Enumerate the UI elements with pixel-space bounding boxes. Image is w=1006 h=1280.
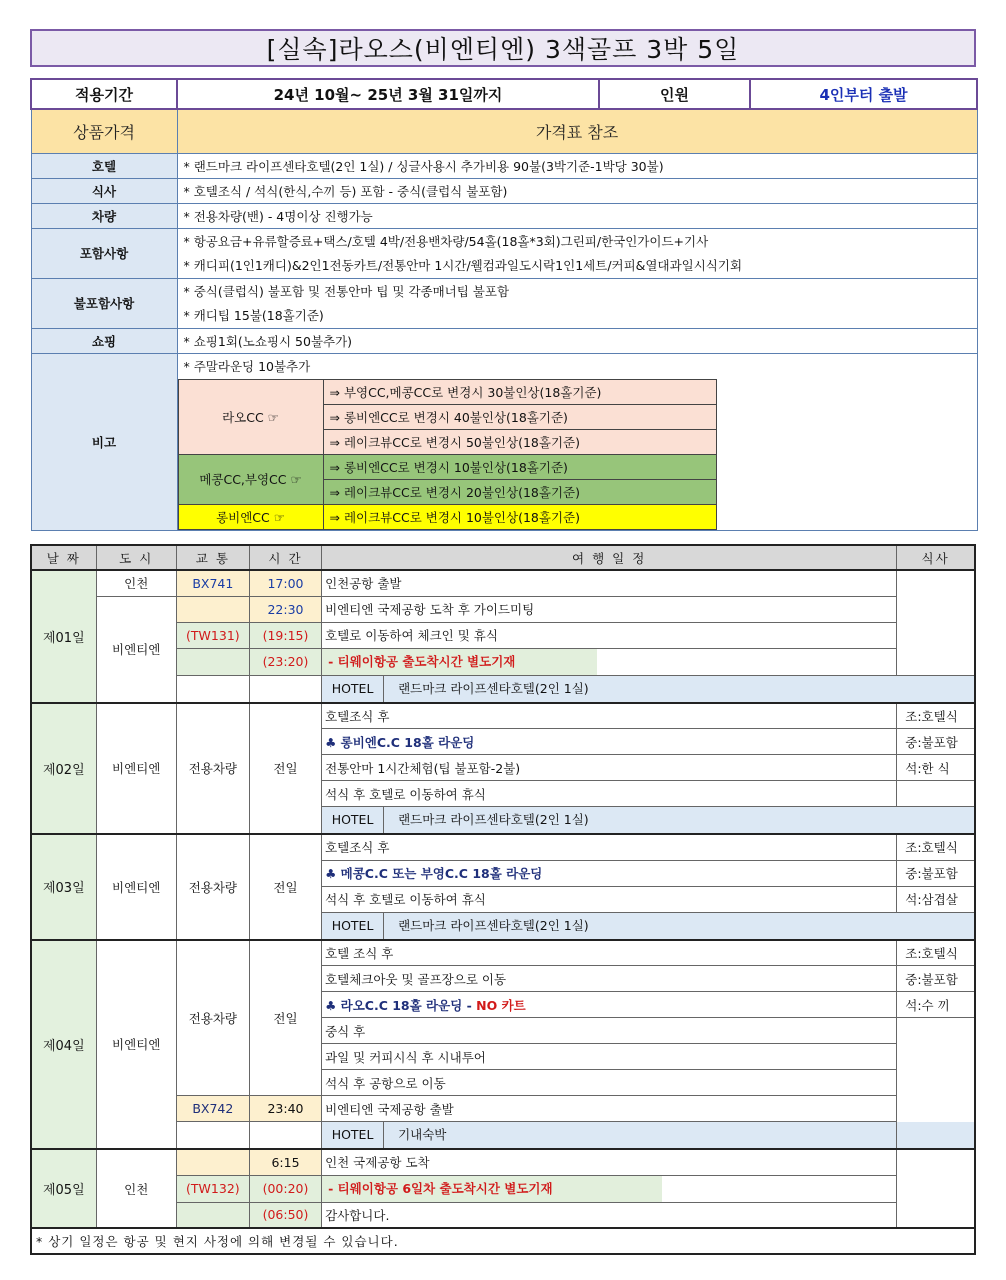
day2-transport: 전용차량 <box>176 703 249 835</box>
day1-meal <box>897 570 975 675</box>
day5-time-1: 6:15 <box>249 1149 321 1175</box>
day1-sched-3: 호텔로 이동하여 체크인 및 휴식 <box>322 622 897 648</box>
lao-cc-option-1: ⇒ 부영CC,메콩CC로 변경시 30불인상(18홀기준) <box>323 379 716 404</box>
day2-sched-golf: ♣ 롱비엔C.C 18홀 라운딩 <box>322 729 897 755</box>
day2-sched-4: 석식 후 호텔로 이동하여 휴식 <box>322 781 897 807</box>
day2-meal-empty <box>897 781 975 807</box>
itinerary-notice: * 상기 일정은 항공 및 현지 사정에 의해 변경될 수 있습니다. <box>31 1228 975 1254</box>
day4-sched-5: 과일 및 커피시식 후 시내투어 <box>322 1044 897 1070</box>
day4-trans-8 <box>176 1122 249 1150</box>
hotel-value: * 랜드마크 라이프센타호텔(2인 1실) / 싱글사용시 추가비용 90불(3박기준-1박당 30불) <box>177 153 977 178</box>
day3-hotel-label: HOTEL <box>322 913 384 939</box>
day1-trans-2 <box>176 596 249 622</box>
day4-meal-breakfast: 조:호텔식 <box>897 940 975 966</box>
included-line-2: * 캐디피(1인1캐디)&2인1전동카트/전통안마 1시간/웰컴과일도시락1인1세트/커피&열대과일시식기회 <box>177 253 977 278</box>
day3-hotel: 랜드마크 라이프센타호텔(2인 1실) <box>398 917 589 933</box>
day5-time-2: (00:20) <box>249 1175 321 1202</box>
meal-value: * 호텔조식 / 석식(한식,수끼 등) 포함 - 중식(클럽식 불포함) <box>177 178 977 203</box>
day3-sched-1: 호텔조식 후 <box>322 834 897 860</box>
day1-time-2: 22:30 <box>249 596 321 622</box>
day5-sched-1: 인천 국제공항 도착 <box>322 1149 897 1175</box>
day1-hotel: 랜드마크 라이프센타호텔(2인 1실) <box>398 680 589 696</box>
day2-sched-3: 전통안마 1시간체험(팁 불포함-2불) <box>322 755 897 781</box>
day3-transport: 전용차량 <box>176 834 249 940</box>
day5-flight-tw132: (TW132) <box>176 1175 249 1202</box>
day4-hotel-label: HOTEL <box>322 1122 384 1148</box>
day1-label: 제01일 <box>31 570 96 703</box>
longvien-cc-option-1: ⇒ 레이크뷰CC로 변경시 10불인상(18홀기준) <box>323 504 716 529</box>
day4-hotel: 기내숙박 <box>398 1127 447 1142</box>
day3-sched-3: 석식 후 호텔로 이동하여 휴식 <box>322 886 897 912</box>
day3-city: 비엔티엔 <box>96 834 176 940</box>
day5-time-3: (06:50) <box>249 1202 321 1228</box>
period-label: 적용기간 <box>31 79 177 109</box>
day1-time-3: (19:15) <box>249 622 321 648</box>
day5-trans-3 <box>176 1202 249 1228</box>
included-label: 포함사항 <box>31 228 177 278</box>
day1-trans-5 <box>176 675 249 703</box>
day4-time-8 <box>249 1122 321 1150</box>
day4-no-cart: NO 카트 <box>476 997 526 1013</box>
day1-flight-bx741: BX741 <box>176 570 249 596</box>
day4-city: 비엔티엔 <box>96 940 176 1150</box>
lao-cc-option-2: ⇒ 롱비엔CC로 변경시 40불인상(18홀기준) <box>323 404 716 429</box>
people-label: 인원 <box>599 79 750 109</box>
day4-transport: 전용차량 <box>176 940 249 1096</box>
header-schedule: 여 행 일 정 <box>322 545 897 570</box>
day2-label: 제02일 <box>31 703 96 835</box>
day4-sched-6: 석식 후 공항으로 이동 <box>322 1070 897 1096</box>
day3-meal-breakfast: 조:호텔식 <box>897 834 975 860</box>
day1-city-vientiane: 비엔티엔 <box>96 596 176 703</box>
day1-sched-2: 비엔티엔 국제공항 도착 후 가이드미팅 <box>322 596 897 622</box>
day4-flight-bx742: BX742 <box>176 1096 249 1122</box>
day3-sched-golf: ♣ 메콩C.C 또는 부영C.C 18홀 라운딩 <box>322 860 897 886</box>
day2-meal-lunch: 중:불포함 <box>897 729 975 755</box>
day2-sched-1: 호텔조식 후 <box>322 703 897 729</box>
day4-meal-lunch: 중:불포함 <box>897 966 975 992</box>
day5-city: 인천 <box>96 1149 176 1228</box>
meal-label: 식사 <box>31 178 177 203</box>
header-transport: 교 통 <box>176 545 249 570</box>
day5-sched-3: 감사합니다. <box>322 1202 897 1228</box>
day4-sched-7: 비엔티엔 국제공항 출발 <box>322 1096 897 1122</box>
remarks-weekend: * 주말라운딩 10불추가 <box>183 358 311 374</box>
day1-hotel-label: HOTEL <box>322 676 384 702</box>
day1-flight-tw131: (TW131) <box>176 622 249 648</box>
remarks-course-table <box>178 379 717 530</box>
day4-sched-4: 중식 후 <box>322 1018 897 1044</box>
day4-time: 전일 <box>249 940 321 1096</box>
day1-sched-4: - 티웨이항공 출도착시간 별도기재 <box>322 649 597 675</box>
shopping-value: * 쇼핑1회(노쇼핑시 50불추가) <box>177 328 977 353</box>
header-date: 날 짜 <box>31 545 96 570</box>
day4-meal-dinner: 석:수 끼 <box>897 992 975 1018</box>
people-value: 4인부터 출발 <box>750 79 977 109</box>
product-info-table <box>30 78 978 531</box>
mekong-cc-label: 메콩CC,부영CC ☞ <box>178 454 323 504</box>
day2-hotel-label: HOTEL <box>322 807 384 833</box>
vehicle-label: 차량 <box>31 203 177 228</box>
price-label: 상품가격 <box>31 109 177 153</box>
vehicle-value: * 전용차량(밴) - 4명이상 진행가능 <box>177 203 977 228</box>
day3-time: 전일 <box>249 834 321 940</box>
day5-meal <box>897 1149 975 1228</box>
included-line-1: * 항공요금+유류할증료+택스/호텔 4박/전용밴차량/54홀(18홀*3회)그린피/한국인가이드+기사 <box>177 228 977 253</box>
day4-flight-time: 23:40 <box>249 1096 321 1122</box>
day2-city: 비엔티엔 <box>96 703 176 835</box>
period-value: 24년 10월~ 25년 3월 31일까지 <box>177 79 599 109</box>
day4-sched-1: 호텔 조식 후 <box>322 940 897 966</box>
mekong-cc-option-2: ⇒ 레이크뷰CC로 변경시 20불인상(18홀기준) <box>323 479 716 504</box>
day3-meal-dinner: 석:삼겹살 <box>897 886 975 912</box>
remarks-label: 비고 <box>31 353 177 530</box>
day4-sched-2: 호텔체크아웃 및 골프장으로 이동 <box>322 966 897 992</box>
page-title: [실속]라오스(비엔티엔) 3색골프 3박 5일 <box>30 29 976 67</box>
day1-time-4: (23:20) <box>249 648 321 675</box>
header-city: 도 시 <box>96 545 176 570</box>
day4-label: 제04일 <box>31 940 96 1150</box>
hotel-label: 호텔 <box>31 153 177 178</box>
itinerary-table <box>30 544 976 1255</box>
day5-label: 제05일 <box>31 1149 96 1228</box>
day2-meal-breakfast: 조:호텔식 <box>897 703 975 729</box>
excluded-line-1: * 중식(클럽식) 불포함 및 전통안마 팁 및 각종매너팁 불포함 <box>177 278 977 303</box>
shopping-label: 쇼핑 <box>31 328 177 353</box>
day1-time-5 <box>249 675 321 703</box>
longvien-cc-label: 롱비엔CC ☞ <box>178 504 323 529</box>
day1-trans-4 <box>176 648 249 675</box>
lao-cc-label: 라오CC ☞ <box>178 379 323 454</box>
day5-trans-1 <box>176 1149 249 1175</box>
day1-city-incheon: 인천 <box>96 570 176 596</box>
excluded-label: 불포함사항 <box>31 278 177 328</box>
day3-meal-lunch: 중:불포함 <box>897 860 975 886</box>
excluded-line-2: * 캐디팁 15불(18홀기준) <box>177 303 977 328</box>
header-time: 시 간 <box>249 545 321 570</box>
day4-sched-golf: ♣ 라오C.C 18홀 라운딩 - <box>325 997 477 1013</box>
header-meal: 식사 <box>897 545 975 570</box>
day3-label: 제03일 <box>31 834 96 940</box>
day2-meal-dinner: 석:한 식 <box>897 755 975 781</box>
day2-hotel: 랜드마크 라이프센타호텔(2인 1실) <box>398 812 589 827</box>
day1-sched-1: 인천공항 출발 <box>322 570 897 596</box>
lao-cc-option-3: ⇒ 레이크뷰CC로 변경시 50불인상(18홀기준) <box>323 429 716 454</box>
price-value: 가격표 참조 <box>177 109 977 153</box>
mekong-cc-option-1: ⇒ 롱비엔CC로 변경시 10불인상(18홀기준) <box>323 454 716 479</box>
day2-time: 전일 <box>249 703 321 835</box>
day5-sched-2: - 티웨이항공 6일차 출도착시간 별도기재 <box>322 1176 662 1202</box>
day1-time-1: 17:00 <box>249 570 321 596</box>
